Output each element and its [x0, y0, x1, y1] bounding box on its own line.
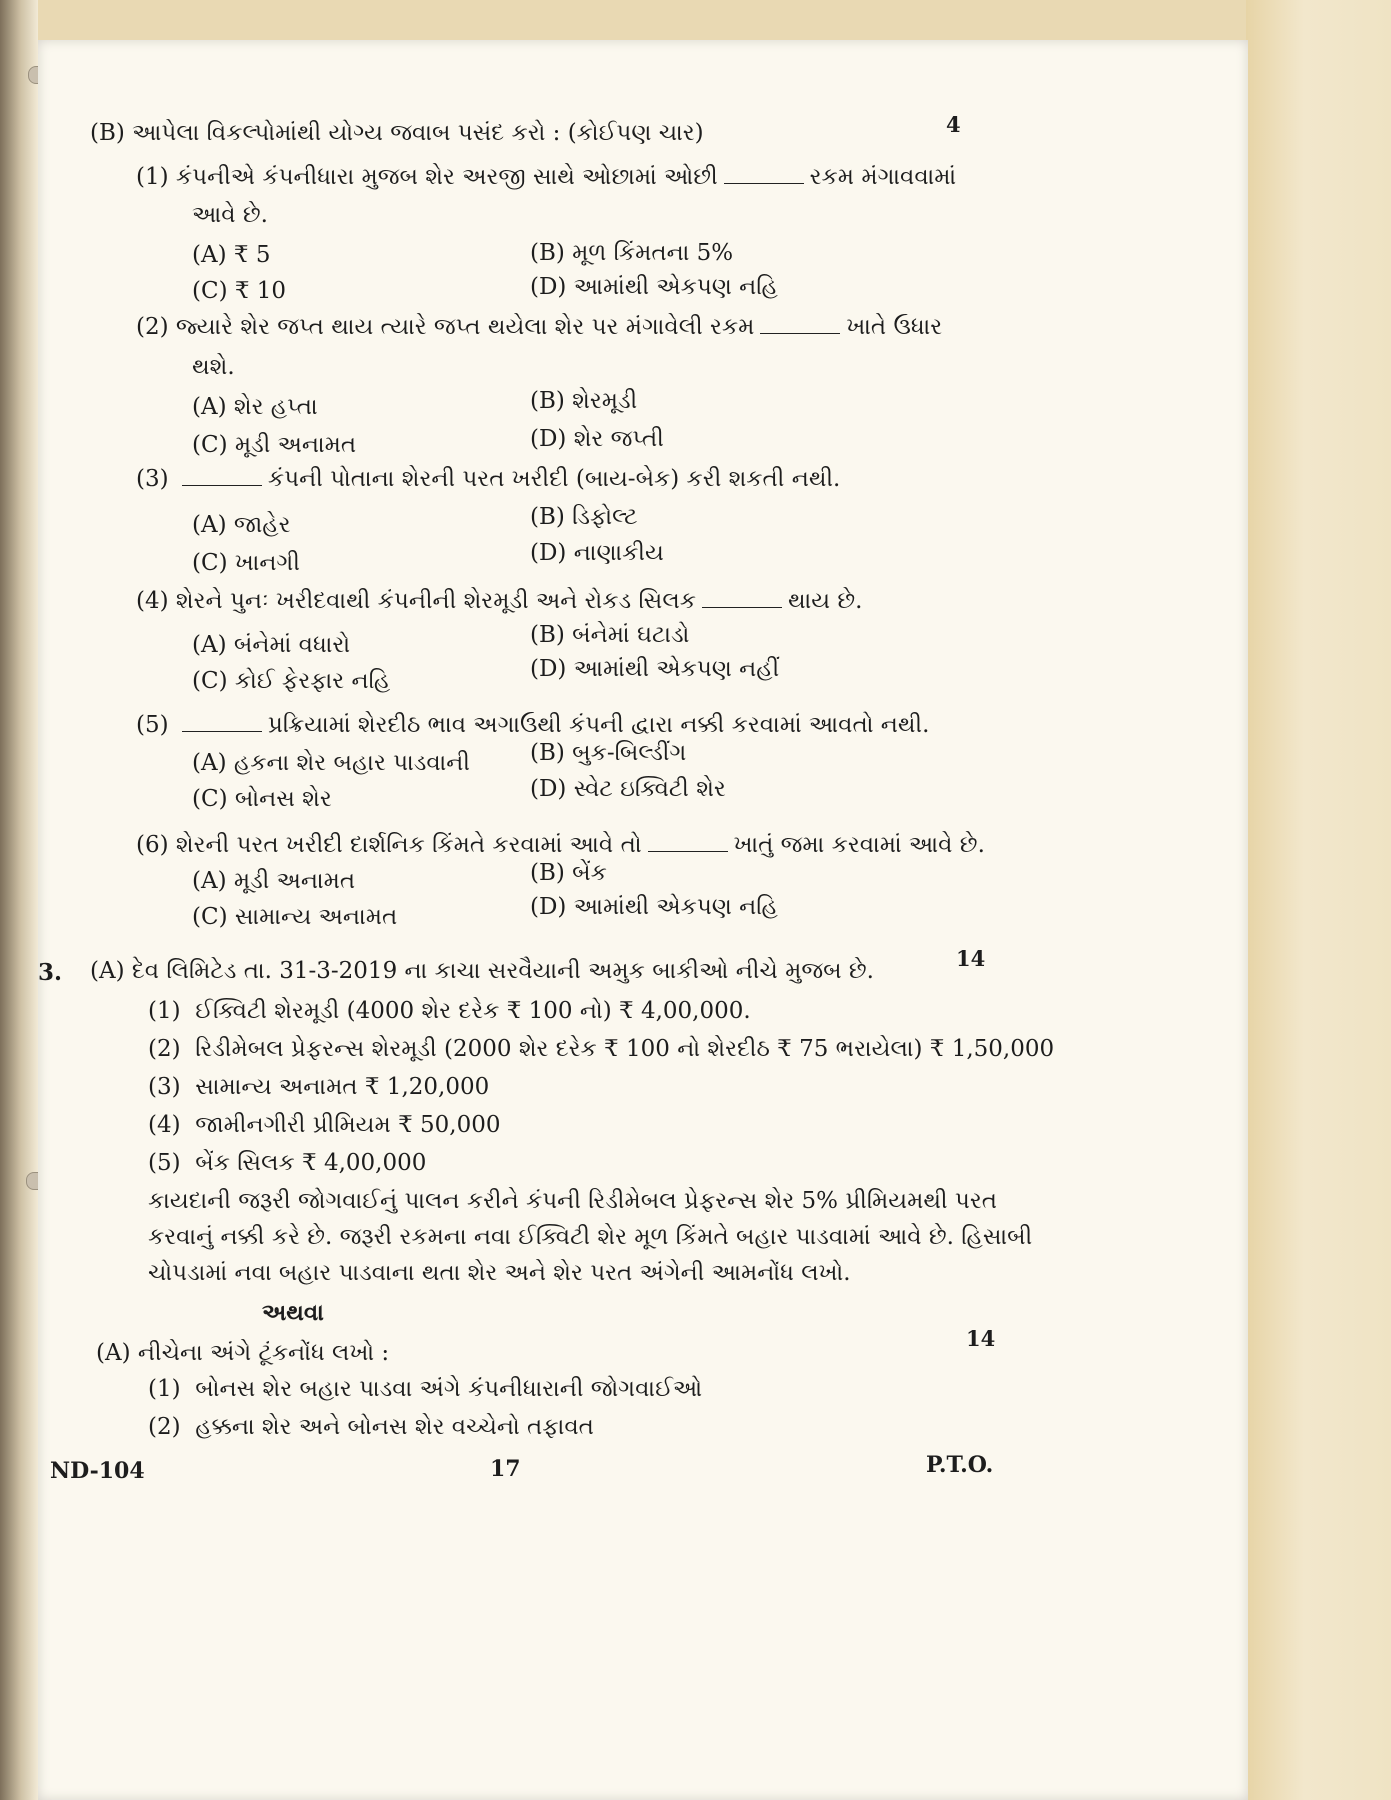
option-b: (B) ડિફોલ્ટ — [530, 504, 638, 530]
option-c: (C) સામાન્ય અનામત — [192, 904, 398, 930]
balance-item: (3) સામાન્ય અનામત ₹ 1,20,000 — [148, 1074, 490, 1100]
question-text: પ્રક્રિયામાં શેરદીઠ ભાવ અગાઉથી કંપની દ્વારા નક્કી કરવામાં આવતો નથી. — [267, 712, 930, 738]
option-c: (C) બોનસ શેર — [192, 786, 332, 812]
answer-blank — [724, 183, 804, 184]
question-text: રકમ મંગાવવામાં — [809, 164, 957, 190]
short-note-item: (1) બોનસ શેર બહાર પાડવા અંગે કંપનીધારાની જોગવાઈઓ — [148, 1376, 703, 1402]
question-2 — [136, 312, 942, 342]
section-b-marks: 4 — [946, 112, 961, 137]
option-d: (D) આમાંથી એકપણ નહીં — [530, 656, 780, 682]
option-b: (B) બુક-બિલ્ડીંગ — [530, 740, 687, 766]
question-4 — [136, 586, 862, 616]
question-number: (3) — [136, 466, 169, 492]
instruction-line: કરવાનું નક્કી કરે છે. જરૂરી રકમના નવા ઈક્વિટી શેર મૂળ કિંમતે બહાર પાડવામાં આવે છે. હિસાબી — [148, 1224, 1033, 1250]
paper-code: ND-104 — [50, 1458, 145, 1484]
option-c: (C) ખાનગી — [192, 550, 300, 576]
answer-blank — [760, 333, 840, 334]
option-b: (B) મૂળ કિંમતના 5% — [530, 240, 734, 266]
question-text: થાય છે. — [787, 588, 863, 614]
question-text: કંપનીએ કંપનીધારા મુજબ શેર અરજી સાથે ઓછામાં ઓછી — [175, 164, 718, 190]
option-d: (D) સ્વેટ ઇક્વિટી શેર — [530, 776, 726, 802]
question-number: (4) — [136, 588, 169, 614]
option-a: (A) મૂડી અનામત — [192, 868, 356, 894]
answer-blank — [182, 485, 262, 486]
instruction-line: કાયદાની જરૂરી જોગવાઈનું પાલન કરીને કંપની રિડીમેબલ પ્રેફરન્સ શેર 5% પ્રીમિયમથી પરત — [148, 1188, 997, 1214]
binding-edge — [0, 0, 38, 1800]
question-text: કંપની પોતાના શેરની પરત ખરીદી (બાય-બેક) કરી શકતી નથી. — [267, 466, 841, 492]
option-c: (C) મૂડી અનામત — [192, 432, 357, 458]
answer-blank — [648, 851, 728, 852]
question-2-line2: થશે. — [192, 354, 235, 380]
option-a: (A) જાહેર — [192, 512, 291, 538]
option-d: (D) નાણાકીય — [530, 540, 664, 566]
question-number: (5) — [136, 712, 169, 738]
alternative-intro: (A) નીચેના અંગે ટૂંકનોંધ લખો : — [96, 1340, 390, 1366]
instruction-line: ચોપડામાં નવા બહાર પાડવાના થતા શેર અને શેર પરત અંગેની આમનોંધ લખો. — [148, 1260, 851, 1286]
option-b: (B) શેરમૂડી — [530, 388, 638, 414]
question-text: શેરને પુનઃ ખરીદવાથી કંપનીની શેરમૂડી અને રોકડ સિલક — [175, 588, 696, 614]
option-d: (D) આમાંથી એકપણ નહિ — [530, 274, 778, 300]
right-background — [1246, 0, 1391, 1800]
question-5 — [136, 710, 929, 740]
question-text: ખાતે ઉધાર — [846, 314, 943, 340]
short-note-item: (2) હક્કના શેર અને બોનસ શેર વચ્ચેનો તફાવત — [148, 1414, 594, 1440]
balance-item: (2) રિડીમેબલ પ્રેફરન્સ શેરમૂડી (2000 શેર દરેક ₹ 100 નો શેરદીઠ ₹ 75 ભરાયેલા) ₹ 1,50,000 — [148, 1036, 1055, 1062]
question-3-intro: (A) દેવ લિમિટેડ તા. 31-3-2019 ના કાચા સરવૈયાની અમુક બાકીઓ નીચે મુજબ છે. — [90, 958, 874, 984]
answer-blank — [182, 731, 262, 732]
question-3-marks: 14 — [956, 946, 986, 971]
option-c: (C) ₹ 10 — [192, 278, 287, 304]
question-text: શેરની પરત ખરીદી દાર્શનિક કિંમતે કરવામાં આવે તો — [175, 832, 642, 858]
balance-item: (4) જામીનગીરી પ્રીમિયમ ₹ 50,000 — [148, 1112, 501, 1138]
question-6 — [136, 830, 985, 860]
option-a: (A) ₹ 5 — [192, 242, 271, 268]
option-d: (D) શેર જપ્તી — [530, 426, 664, 452]
question-text: જ્યારે શેર જપ્ત થાય ત્યારે જપ્ત થયેલા શેર પર મંગાવેલી રકમ — [175, 314, 755, 340]
question-number: (1) — [136, 164, 169, 190]
answer-blank — [702, 607, 782, 608]
section-b-heading: (B) આપેલા વિકલ્પોમાંથી યોગ્ય જવાબ પસંદ કરો : (કોઈપણ ચાર) — [90, 120, 704, 146]
question-1 — [136, 162, 956, 192]
option-c: (C) કોઈ ફેરફાર નહિ — [192, 668, 391, 694]
top-background — [0, 0, 1391, 45]
question-text: ખાતું જમા કરવામાં આવે છે. — [733, 832, 985, 858]
question-number: (2) — [136, 314, 169, 340]
balance-item: (5) બેંક સિલક ₹ 4,00,000 — [148, 1150, 427, 1176]
question-3 — [136, 464, 840, 494]
balance-item: (1) ઈક્વિટી શેરમૂડી (4000 શેર દરેક ₹ 100 નો) ₹ 4,00,000. — [148, 998, 751, 1024]
question-3-number: 3. — [38, 959, 63, 986]
page-number: 17 — [490, 1456, 521, 1482]
question-number: (6) — [136, 832, 169, 858]
question-1-line2: આવે છે. — [192, 202, 268, 228]
option-b: (B) બેંક — [530, 860, 607, 886]
or-label: અથવા — [262, 1299, 324, 1326]
option-a: (A) બંનેમાં વધારો — [192, 632, 351, 658]
exam-page — [38, 40, 1248, 1800]
option-d: (D) આમાંથી એકપણ નહિ — [530, 894, 778, 920]
pto-label: P.T.O. — [926, 1452, 994, 1478]
alternative-marks: 14 — [966, 1326, 996, 1351]
option-b: (B) બંનેમાં ઘટાડો — [530, 622, 690, 648]
option-a: (A) શેર હપ્તા — [192, 394, 318, 420]
option-a: (A) હકના શેર બહાર પાડવાની — [192, 750, 471, 776]
